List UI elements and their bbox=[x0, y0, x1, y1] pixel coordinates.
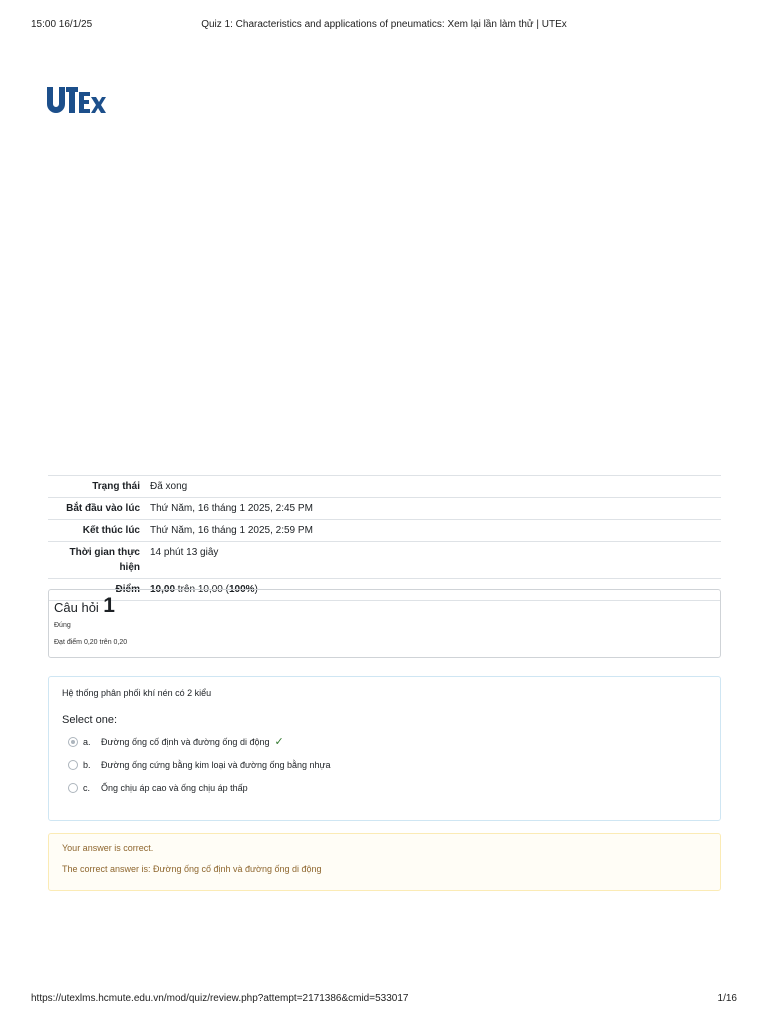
score-total: trên 10,00 ( bbox=[175, 584, 229, 595]
attempt-summary-table bbox=[48, 475, 721, 601]
answer-letter: b. bbox=[83, 759, 91, 770]
score-percent: 100% bbox=[228, 584, 255, 595]
answer-text: Đường ống cố định và đường ống di động bbox=[101, 736, 270, 747]
select-one-prompt: Select one: bbox=[62, 714, 118, 726]
summary-label: Thời gian thực hiện bbox=[69, 547, 140, 573]
correct-check-icon: ✓ bbox=[274, 736, 284, 748]
summary-label: Điểm bbox=[115, 584, 140, 595]
feedback-result: Your answer is correct. bbox=[62, 843, 154, 853]
summary-label: Bắt đầu vào lúc bbox=[66, 503, 140, 514]
summary-row bbox=[48, 476, 721, 498]
answer-radio[interactable] bbox=[68, 737, 78, 747]
question-number: 1 bbox=[103, 594, 115, 617]
print-url[interactable]: https://utexlms.hcmute.edu.vn/mod/quiz/review.php?attempt=2171386&cmid=533017 bbox=[31, 993, 409, 1004]
question-info bbox=[48, 589, 721, 658]
summary-row bbox=[48, 498, 721, 520]
question-grade: Đạt điểm 0,20 trên 0,20 bbox=[54, 639, 128, 646]
answer-option[interactable] bbox=[68, 730, 707, 753]
summary-label: Kết thúc lúc bbox=[82, 525, 140, 536]
answer-text: Ống chịu áp cao và ống chịu áp thấp bbox=[101, 782, 248, 793]
answer-text: Đường ống cứng bằng kim loại và đường ống bằng nhựa bbox=[101, 759, 331, 770]
answer-radio[interactable] bbox=[68, 783, 78, 793]
print-page-number: 1/16 bbox=[717, 993, 737, 1004]
summary-value: Thứ Năm, 16 tháng 1 2025, 2:59 PM bbox=[150, 525, 313, 536]
feedback-box bbox=[48, 833, 721, 891]
summary-label: Trạng thái bbox=[92, 481, 140, 492]
question-title: Câu hỏi bbox=[54, 600, 99, 615]
answer-list bbox=[62, 730, 707, 799]
answer-letter: a. bbox=[83, 736, 91, 747]
question-text: Hệ thống phân phối khí nén có 2 kiểu bbox=[62, 688, 212, 698]
summary-value: Thứ Năm, 16 tháng 1 2025, 2:45 PM bbox=[150, 503, 313, 514]
answer-letter: c. bbox=[83, 782, 91, 793]
summary-row bbox=[48, 520, 721, 542]
answer-radio[interactable] bbox=[68, 760, 78, 770]
print-footer bbox=[31, 993, 737, 1004]
print-page-title: Quiz 1: Characteristics and applications of pneumatics: Xem lại lần làm thử | UTEx bbox=[201, 19, 567, 30]
question-state: Đúng bbox=[54, 622, 71, 629]
answer-option[interactable] bbox=[68, 776, 707, 799]
score-close: ) bbox=[254, 584, 258, 595]
utex-logo[interactable] bbox=[46, 84, 106, 118]
answer-option[interactable] bbox=[68, 753, 707, 776]
print-datetime: 15:00 16/1/25 bbox=[31, 19, 93, 30]
summary-value: Đã xong bbox=[150, 481, 188, 492]
feedback-correct-answer: The correct answer is: Đường ống cố định và đường ống di động bbox=[62, 864, 322, 874]
summary-row bbox=[48, 542, 721, 579]
score-value: 10,00 bbox=[150, 584, 176, 595]
summary-value: 14 phút 13 giây bbox=[150, 547, 219, 558]
question-content bbox=[48, 676, 721, 821]
